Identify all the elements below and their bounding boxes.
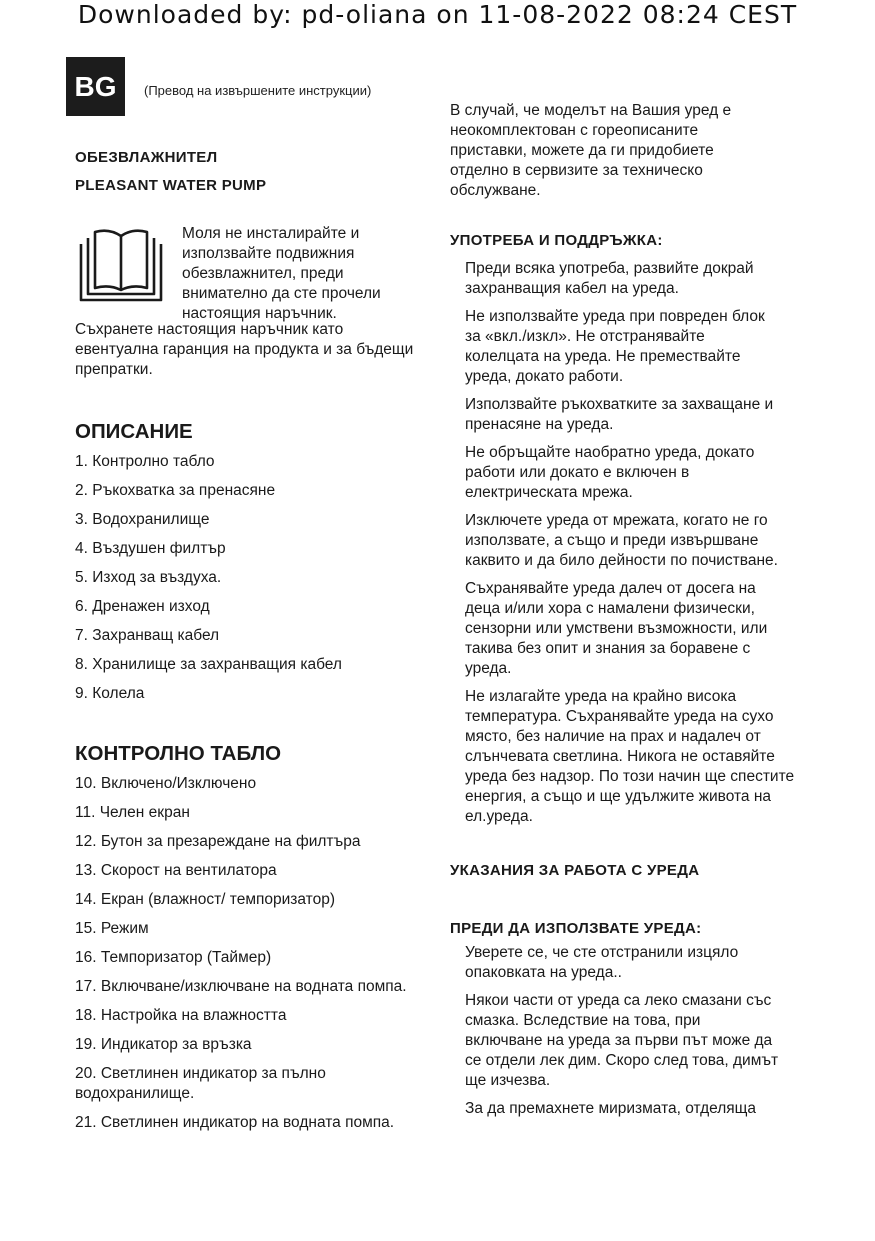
manual-notice <box>75 224 425 320</box>
before-paragraph: Някои части от уреда са леко смазани със смазка. Вследствие на това, при включване на уреда за първи път може да се отдели лек дим. Скоро след това, димът ще изчезва. <box>465 992 779 1089</box>
use-paragraph: Не използвайте уреда при повреден блок за «вкл./изкл». Не отстранявайте колелцата на уреда. Не премествайте уреда, докато работи. <box>465 308 765 385</box>
use-paragraph: Съхранявайте уреда далеч от досега на деца и/или хора с намалени физически, сензорни или умствени възможности, или такива без опит и знания за боравене с уреда. <box>465 580 768 677</box>
list-item: 16. Темпоризатор (Таймер) <box>75 949 272 966</box>
before-use-title: ПРЕДИ ДА ИЗПОЛЗВАТЕ УРЕДА: <box>450 920 702 937</box>
list-item: 14. Екран (влажност/ темпоризатор) <box>75 891 336 908</box>
list-item: 6. Дренажен изход <box>75 598 210 615</box>
use-paragraph: Изключете уреда от мрежата, когато не го използвате, а също и преди извършване каквито и да било дейности по почистване. <box>465 512 778 569</box>
control-panel-list <box>75 774 425 1133</box>
list-item: 18. Настройка на влажността <box>75 1007 287 1024</box>
use-paragraph: Не обръщайте наобратно уреда, докато работи или докато е включен в електрическата мрежа. <box>465 444 755 501</box>
list-item: 12. Бутон за презареждане на филтъра <box>75 833 361 850</box>
product-type: ОБЕЗВЛАЖНИТЕЛ <box>75 149 218 166</box>
accessories-note: В случай, че моделът на Вашия уред е неокомплектован с гореописаните приставки, можете да ги придобиете отделно в сервизите за техническо обслужване. <box>450 102 732 199</box>
manual-notice-text: Моля не инсталирайте и използвайте подвижния обезвлажнител, преди внимателно да сте прочели настоящия наръчник. <box>182 225 381 322</box>
description-list <box>75 452 425 704</box>
use-maintenance-list <box>450 259 805 827</box>
control-panel-title: КОНТРОЛНО ТАБЛО <box>75 742 282 765</box>
list-item: 3. Водохранилище <box>75 511 210 528</box>
list-item: 13. Скорост на вентилатора <box>75 862 277 879</box>
list-item: 17. Включване/изключване на водната помпа. <box>75 978 407 995</box>
use-paragraph: Преди всяка употреба, развийте докрай захранващия кабел на уреда. <box>465 260 754 297</box>
manual-keep-text: Съхранете настоящия наръчник като евентуална гаранция на продукта и за бъдещи препратки. <box>75 321 414 378</box>
download-watermark: Downloaded by: pd-oliana on 11-08-2022 08:24 CEST <box>77 0 798 29</box>
before-paragraph: Уверете се, че сте отстранили изцяло опаковката на уреда.. <box>465 944 739 981</box>
before-use-list <box>450 943 805 1119</box>
list-item: 4. Въздушен филтър <box>75 540 226 557</box>
right-column <box>450 101 805 1127</box>
left-column <box>75 148 425 1142</box>
list-item: 15. Режим <box>75 920 149 937</box>
list-item: 10. Включено/Изключено <box>75 775 257 792</box>
description-title: ОПИСАНИЕ <box>75 420 193 443</box>
language-badge: BG <box>66 57 125 116</box>
before-paragraph: За да премахнете миризмата, отделяща <box>465 1100 757 1117</box>
list-item: 2. Ръкохватка за пренасяне <box>75 482 276 499</box>
list-item: 20. Светлинен индикатор за пълно водохранилище. <box>75 1065 326 1102</box>
list-item: 8. Хранилище за захранващия кабел <box>75 656 342 673</box>
list-item: 7. Захранващ кабел <box>75 627 220 644</box>
list-item: 5. Изход за въздуха. <box>75 569 222 586</box>
manual-book-icon <box>79 228 163 306</box>
product-name: PLEASANT WATER PUMP <box>75 177 267 194</box>
translation-note: (Превод на извършените инструкции) <box>144 83 372 98</box>
list-item: 11. Челен екран <box>75 804 190 821</box>
list-item: 1. Контролно табло <box>75 453 215 470</box>
use-paragraph: Не излагайте уреда на крайно висока температура. Съхранявайте уреда на сухо място, без наличие на прах и надалеч от слънчевата светлина. Никога не оставяйте уреда без надзор. По този начин ще спестите енергия, а също и ще удължите живота на ел.уреда. <box>465 688 795 825</box>
use-paragraph: Използвайте ръкохватките за захващане и пренасяне на уреда. <box>465 396 774 433</box>
instructions-title: УКАЗАНИЯ ЗА РАБОТА С УРЕДА <box>450 862 700 879</box>
use-maintenance-title: УПОТРЕБА И ПОДДРЪЖКА: <box>450 232 663 249</box>
list-item: 9. Колела <box>75 685 145 702</box>
list-item: 19. Индикатор за връзка <box>75 1036 252 1053</box>
list-item: 21. Светлинен индикатор на водната помпа. <box>75 1114 395 1131</box>
